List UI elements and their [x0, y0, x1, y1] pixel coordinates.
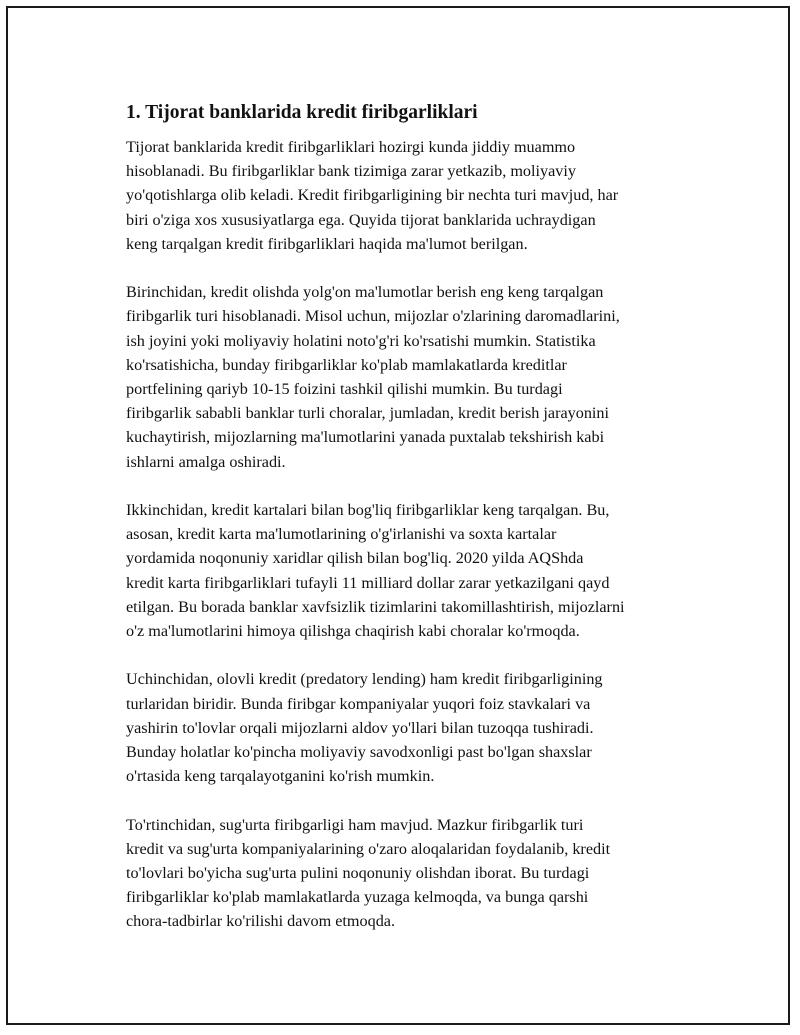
paragraph-line: Bunday holatlar ko'pincha moliyaviy savodxonligi past bo'lgan shaxslar — [126, 743, 592, 762]
paragraph-line: ish joyini yoki moliyaviy holatini noto'g'ri ko'rsatishi mumkin. Statistika — [126, 331, 596, 350]
paragraph-line: yo'qotishlarga olib keladi. Kredit firibgarligining bir nechta turi mavjud, har — [126, 186, 619, 205]
paragraph-line: o'rtasida keng tarqalayotganini ko'rish mumkin. — [126, 767, 435, 786]
paragraph-line: turlaridan biridir. Bunda firibgar kompaniyalar yuqori foiz stavkalari va — [126, 694, 591, 713]
paragraph-line: firibgarlik sababli banklar turli choralar, jumladan, kredit berish jarayonini — [126, 404, 610, 423]
paragraph-2 — [126, 280, 706, 474]
paragraph-list — [126, 135, 706, 934]
paragraph-line: chora-tadbirlar ko'rilishi davom etmoqda. — [126, 912, 396, 931]
paragraph-line: asosan, kredit karta ma'lumotlarining o'g'irlanishi va soxta kartalar — [126, 525, 557, 544]
paragraph-line: Tijorat banklarida kredit firibgarliklari hozirgi kunda jiddiy muammo — [126, 138, 576, 156]
paragraph-line: o'z ma'lumotlarini himoya qilishga chaqirish kabi choralar ko'rmoqda. — [126, 622, 580, 641]
paragraph-5 — [126, 813, 706, 934]
paragraph-line: kredit karta firibgarliklari tufayli 11 milliard dollar zarar yetkazilgani qayd — [126, 573, 610, 592]
paragraph-line: ishlarni amalga oshiradi. — [126, 452, 286, 471]
paragraph-line: kuchaytirish, mijozlarning ma'lumotlarini yanada puxtalab tekshirish kabi — [126, 428, 605, 447]
paragraph-line: to'lovlari bo'yicha sug'urta pulini noqonuniy olishdan iborat. Bu turdagi — [126, 864, 590, 883]
page-frame — [6, 6, 790, 1025]
paragraph-line: Birinchidan, kredit olishda yolg'on ma'lumotlar berish eng keng tarqalgan — [126, 283, 604, 302]
paragraph-line: kredit va sug'urta kompaniyalarining o'zaro aloqalaridan foydalanib, kredit — [126, 839, 611, 858]
paragraph-line: firibgarlik turi hisoblanadi. Misol uchun, mijozlar o'zlarining daromadlarini, — [126, 307, 620, 326]
paragraph-line: yashirin to'lovlar orqali mijozlarni aldov yo'llari bilan tuzoqqa tushiradi. — [126, 718, 594, 737]
paragraph-line: keng tarqalgan kredit firibgarliklari haqida ma'lumot berilgan. — [126, 234, 528, 253]
paragraph-line: etilgan. Bu borada banklar xavfsizlik tizimlarini takomillashtirish, mijozlarni — [126, 597, 625, 616]
paragraph-line: portfelining qariyb 10-15 foizini tashkil qilishi mumkin. Bu turdagi — [126, 380, 563, 399]
paragraph-line: hisoblanadi. Bu firibgarliklar bank tizimiga zarar yetkazib, moliyaviy — [126, 162, 576, 181]
paragraph-3 — [126, 498, 706, 643]
paragraph-line: Uchinchidan, olovli kredit (predatory lending) ham kredit firibgarligining — [126, 670, 603, 689]
paragraph-line: biri o'ziga xos xususiyatlarga ega. Quyida tijorat banklarida uchraydigan — [126, 210, 596, 229]
section-heading: 1. Tijorat banklarida kredit firibgarliklari — [126, 102, 478, 123]
paragraph-1 — [126, 135, 706, 256]
document-body — [126, 100, 706, 958]
paragraph-4 — [126, 667, 706, 788]
paragraph-line: firibgarliklar ko'plab mamlakatlarda yuzaga kelmoqda, va bunga qarshi — [126, 888, 589, 907]
paragraph-line: ko'rsatishicha, bunday firibgarliklar ko'plab mamlakatlarda kreditlar — [126, 355, 567, 374]
paragraph-line: To'rtinchidan, sug'urta firibgarligi ham mavjud. Mazkur firibgarlik turi — [126, 815, 584, 834]
paragraph-line: Ikkinchidan, kredit kartalari bilan bog'liq firibgarliklar keng tarqalgan. Bu, — [126, 501, 610, 520]
paragraph-line: yordamida noqonuniy xaridlar qilish bilan bog'liq. 2020 yilda AQShda — [126, 549, 584, 568]
